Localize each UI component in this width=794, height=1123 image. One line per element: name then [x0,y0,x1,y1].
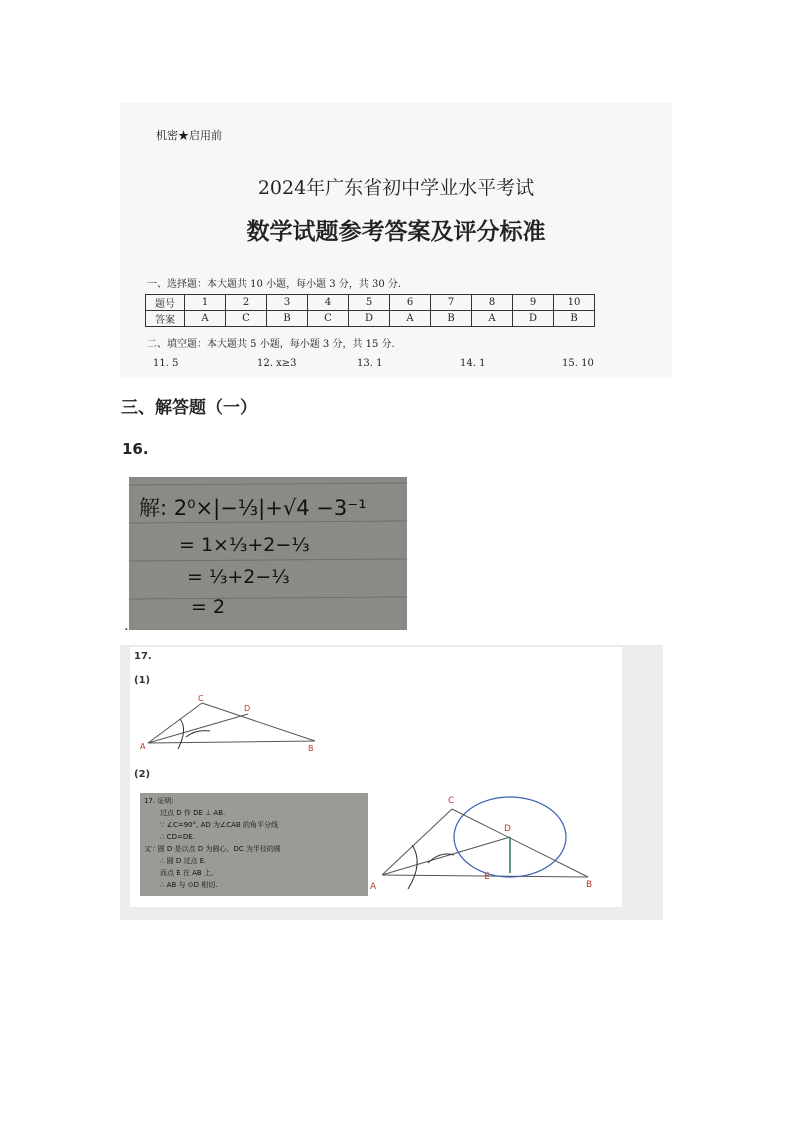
fill-answer: 13. 1 [357,358,383,369]
answer-key-title: 数学试题参考答案及评分标准 [246,219,546,245]
question-17-label: 17. [134,651,152,662]
answer-table [145,294,595,327]
table-row [146,295,595,311]
section2-heading: 二、填空题：本大题共 5 小题，每小题 3 分，共 15 分. [147,339,395,350]
section3-heading: 三、解答题（一） [121,398,257,418]
table-cell: 3 [267,295,308,311]
handwritten-proof-17 [140,793,368,896]
triangle-construction-1 [140,691,330,757]
proof-lines [140,793,368,896]
table-row [146,311,595,327]
point-label-a: A [140,742,146,751]
period-mark: . [124,618,129,634]
question-17-content [130,647,622,907]
proof-line: 而点 E 在 AB 上, [160,869,214,877]
table-cell: 10 [554,295,595,311]
hw-line: = ⅓+2−⅓ [187,566,290,588]
table-cell: 8 [472,295,513,311]
table-cell: B [431,311,472,327]
table-cell: 答案 [146,311,185,327]
table-cell: D [513,311,554,327]
point-label-d: D [244,704,251,713]
circle-tangent-diagram [370,787,622,907]
table-cell: 6 [390,295,431,311]
part-2-label: (2) [134,769,151,780]
point-label-a: A [370,882,377,892]
table-cell: 1 [185,295,226,311]
proof-line: 17. 证明: [144,797,174,805]
point-label-c: C [198,694,204,703]
fill-answer: 11. 5 [153,358,179,369]
proof-line: ∴ AB 与 ⊙D 相切. [160,881,218,889]
confidential-note: 机密★启用前 [156,129,222,142]
table-cell: D [349,311,390,327]
question-16-label: 16. [122,440,149,458]
table-cell: 题号 [146,295,185,311]
table-cell: C [226,311,267,327]
table-cell: 4 [308,295,349,311]
proof-line: ∵ ∠C=90°, AD 为∠CAB 的角平分线 [160,821,278,829]
table-cell: 5 [349,295,390,311]
hw-line: 解: 2⁰×|−⅓|+√4 −3⁻¹ [139,496,367,520]
notebook-lines [129,477,407,630]
point-label-b: B [308,744,314,753]
fill-answer: 15. 10 [562,358,594,369]
answer-key-scan [120,103,672,378]
fill-answer: 14. 1 [460,358,486,369]
table-cell: B [554,311,595,327]
exam-title: 2024年广东省初中学业水平考试 [257,177,535,199]
part-1-label: (1) [134,675,151,686]
table-cell: 2 [226,295,267,311]
section1-heading: 一、选择题：本大题共 10 小题，每小题 3 分，共 30 分. [147,279,402,290]
point-label-c: C [448,796,455,806]
handwritten-solution-16 [129,477,407,630]
point-label-b: B [586,880,593,890]
table-cell: C [308,311,349,327]
question-17-block [120,645,663,920]
point-label-e: E [484,872,490,882]
proof-line: 过点 D 作 DE ⊥ AB. [160,809,226,817]
proof-line: ∴ CD=DE. [160,833,195,841]
table-cell: A [390,311,431,327]
proof-line: 又∵ 圆 D 是以点 D 为圆心、DC 为半径的圆 [144,845,281,853]
table-cell: 7 [431,295,472,311]
proof-line: ∴ 圆 D 过点 E. [160,857,207,865]
hw-line: = 1×⅓+2−⅓ [179,534,310,556]
point-label-d: D [504,824,511,834]
table-cell: A [472,311,513,327]
hw-line: = 2 [191,596,226,618]
fill-answer: 12. x≥3 [257,358,297,369]
table-cell: B [267,311,308,327]
table-cell: A [185,311,226,327]
table-cell: 9 [513,295,554,311]
